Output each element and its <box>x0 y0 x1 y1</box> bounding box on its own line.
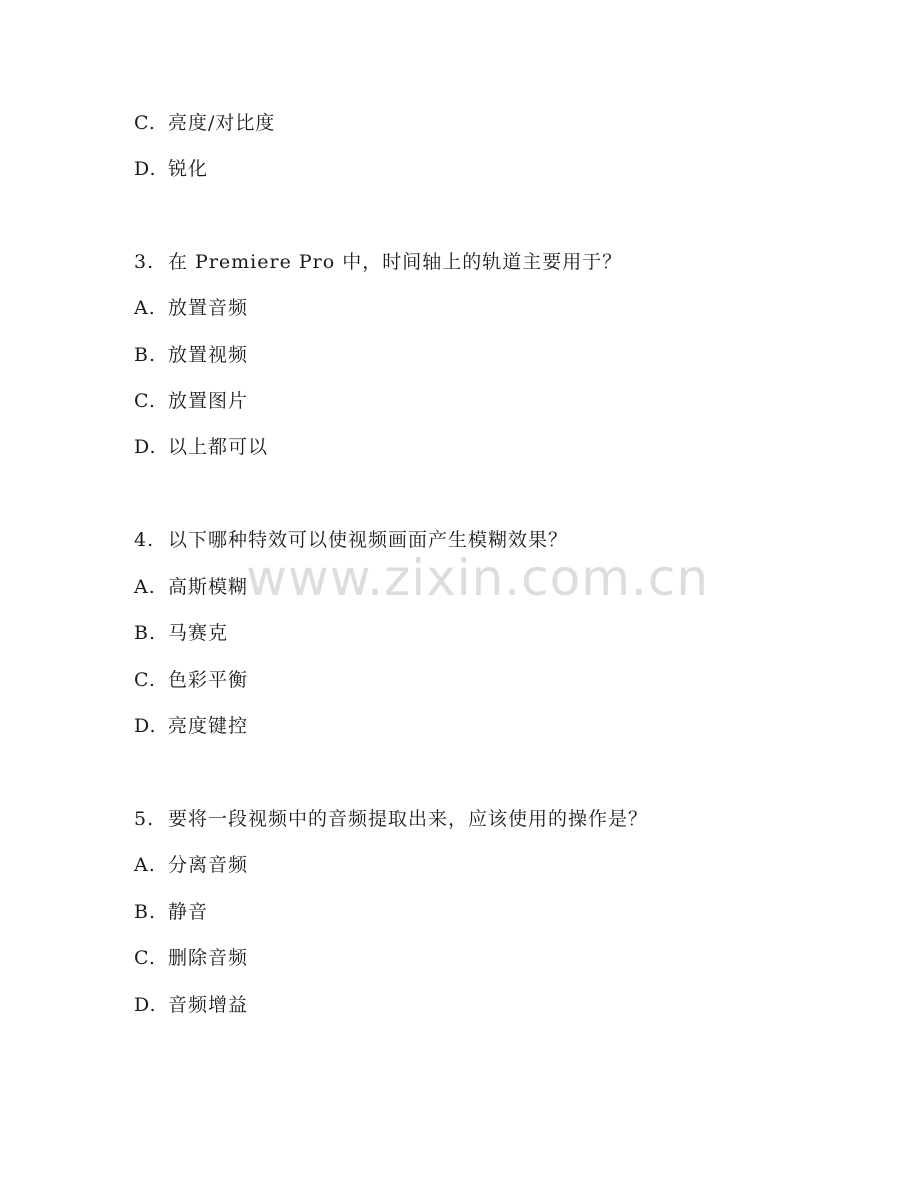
option-text: 以上都可以 <box>168 436 269 458</box>
question-3-option-b <box>134 343 248 367</box>
question-number: 4. <box>134 529 155 551</box>
question-number: 3. <box>134 251 155 273</box>
option-label: D. <box>134 436 157 458</box>
option-label: B. <box>134 622 157 644</box>
option-label: D. <box>134 158 157 180</box>
option-text: 亮度/对比度 <box>168 112 276 134</box>
option-text: 分离音频 <box>168 854 249 876</box>
option-text: 静音 <box>168 901 209 923</box>
question-3-stem <box>134 250 622 274</box>
option-label: A. <box>134 297 156 319</box>
question-4-option-b <box>134 621 228 645</box>
question-3-option-a <box>134 296 248 320</box>
question-4-option-d <box>134 714 248 738</box>
option-label: C. <box>134 112 156 134</box>
option-label: B. <box>134 344 157 366</box>
option-label: A. <box>134 854 156 876</box>
option-text: 高斯模糊 <box>168 576 249 598</box>
question-3-option-c <box>134 389 248 413</box>
option-text: 马赛克 <box>168 622 229 644</box>
option-label: C. <box>134 390 156 412</box>
option-text: 放置图片 <box>168 390 249 412</box>
question-5-option-b <box>134 900 208 924</box>
option-text: 锐化 <box>168 158 209 180</box>
option-label: D. <box>134 715 157 737</box>
option-label: B. <box>134 901 157 923</box>
question-number: 5. <box>134 808 155 830</box>
option-d-prev <box>134 157 208 181</box>
question-4-option-c <box>134 668 248 692</box>
option-text: 删除音频 <box>168 947 249 969</box>
question-4-option-a <box>134 575 248 599</box>
option-c-prev <box>134 111 275 135</box>
question-5-option-c <box>134 946 248 970</box>
question-3-option-d <box>134 435 268 459</box>
question-text: 以下哪种特效可以使视频画面产生模糊效果？ <box>168 529 569 551</box>
option-label: C. <box>134 947 156 969</box>
question-5-stem <box>134 807 648 831</box>
option-label: C. <box>134 669 156 691</box>
option-text: 放置视频 <box>168 344 249 366</box>
option-label: D. <box>134 994 157 1016</box>
watermark: www.zixin.com.cn <box>246 549 710 607</box>
option-text: 亮度键控 <box>168 715 249 737</box>
question-text: 要将一段视频中的音频提取出来，应该使用的操作是？ <box>168 808 649 830</box>
question-text: 在 Premiere Pro 中，时间轴上的轨道主要用于？ <box>168 251 623 273</box>
option-text: 音频增益 <box>168 994 249 1016</box>
option-label: A. <box>134 576 156 598</box>
option-text: 放置音频 <box>168 297 249 319</box>
question-5-option-d <box>134 993 248 1017</box>
option-text: 色彩平衡 <box>168 669 249 691</box>
question-5-option-a <box>134 853 248 877</box>
